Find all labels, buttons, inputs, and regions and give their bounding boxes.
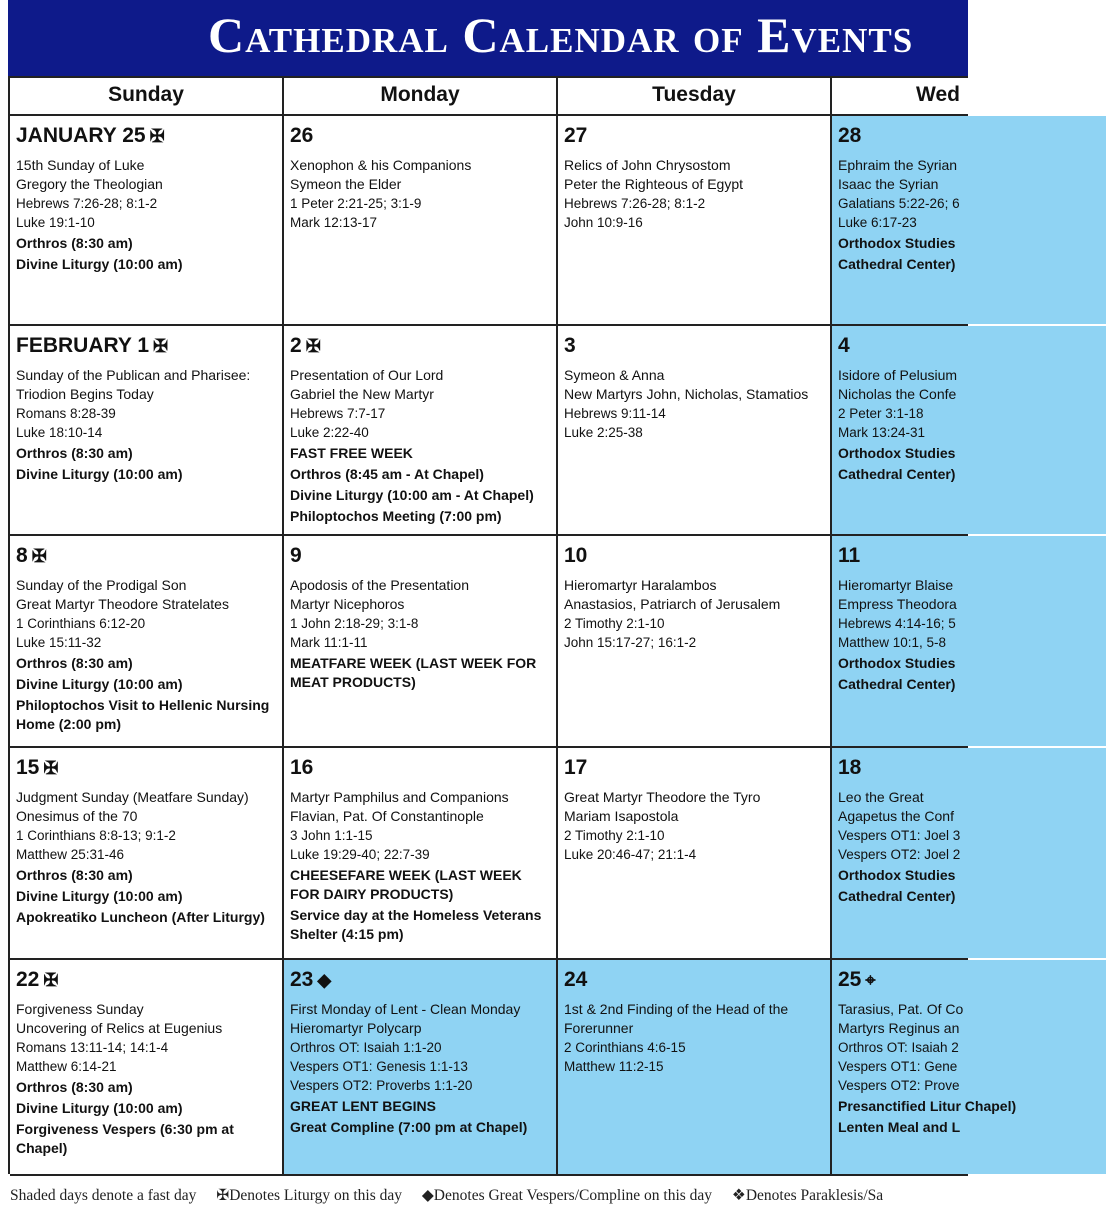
scripture-reading: 2 Timothy 2:1-10 (564, 616, 665, 631)
feast-name: Gabriel the New Martyr (290, 386, 434, 402)
day-cell (558, 960, 832, 1174)
day-date (290, 544, 550, 568)
day-cell (558, 326, 832, 534)
scripture-reading: Vespers OT2: Joel 2 (838, 847, 961, 862)
event-item: Forgiveness Vespers (6:30 pm at Chapel) (16, 1121, 234, 1156)
service-symbol-icon: ✠ (43, 758, 59, 778)
event-item: Divine Liturgy (10:00 am - At Chapel) (290, 487, 534, 503)
page-title: Cathedral Calendar of Events (208, 7, 914, 63)
event-item: Orthodox Studies (838, 655, 956, 671)
event-item: Cathedral Center) (838, 466, 956, 482)
feast-name: First Monday of Lent - Clean Monday (290, 1001, 521, 1017)
feast-name: Apodosis of the Presentation (290, 577, 470, 593)
scripture-reading: Matthew 11:2-15 (564, 1059, 664, 1074)
feast-name: Isidore of Pelusium (838, 367, 958, 383)
scripture-reading: Mark 12:13-17 (290, 215, 378, 230)
day-date (16, 124, 276, 148)
date-label: 17 (564, 756, 588, 779)
scripture-reading: Luke 6:17-23 (838, 215, 917, 230)
event-item: Service day at the Homeless Veterans Shelter (4:15 pm) (290, 907, 542, 942)
scripture-reading: Mark 11:1-11 (290, 635, 368, 650)
day-date (564, 544, 824, 568)
scripture-reading: Luke 19:1-10 (16, 215, 95, 230)
date-label: 18 (838, 756, 862, 779)
event-item: Divine Liturgy (10:00 am) (16, 466, 183, 482)
date-label: 23 (290, 968, 314, 991)
weekday-header (10, 78, 968, 116)
legend-paraklesis: ❖Denotes Paraklesis/Sa (731, 1187, 884, 1204)
scripture-reading: Hebrews 7:7-17 (290, 406, 386, 421)
day-date (290, 968, 550, 992)
calendar-weeks (10, 116, 1017, 1176)
day-cell (284, 326, 558, 534)
weekday-sunday: Sunday (10, 78, 284, 114)
event-item: Lenten Meal and L (838, 1119, 961, 1135)
event-item: Divine Liturgy (10:00 am) (16, 1100, 183, 1116)
scripture-reading: Hebrews 9:11-14 (564, 406, 666, 421)
feast-name: Anastasios, Patriarch of Jerusalem (564, 596, 781, 612)
weekday-wednesday: Wed (916, 83, 960, 106)
scripture-reading: Hebrews 7:26-28; 8:1-2 (16, 196, 158, 211)
scripture-reading: Luke 18:10-14 (16, 425, 103, 440)
feast-name: Flavian, Pat. Of Constantinople (290, 808, 484, 824)
event-item: Orthodox Studies (838, 445, 956, 461)
feast-name: Martyrs Reginus an (838, 1020, 960, 1036)
date-label: 24 (564, 968, 588, 991)
title-bar (8, 0, 968, 76)
date-label: 27 (564, 124, 588, 147)
date-label: 25 (838, 968, 862, 991)
day-cell (832, 748, 1106, 958)
date-label: 16 (290, 756, 314, 779)
scripture-reading: Hebrews 7:26-28; 8:1-2 (564, 196, 706, 211)
day-cell (10, 960, 284, 1174)
day-cell (558, 116, 832, 324)
scripture-reading: 3 John 1:1-15 (290, 828, 373, 843)
legend-fast-day: Shaded days denote a fast day (10, 1187, 197, 1204)
feast-name: Ephraim the Syrian (838, 157, 958, 173)
day-date (16, 334, 276, 358)
scripture-reading: Romans 13:11-14; 14:1-4 (16, 1040, 169, 1055)
event-item: Apokreatiko Luncheon (After Liturgy) (16, 909, 265, 925)
feast-name: Onesimus of the 70 (16, 808, 138, 824)
event-item: Orthodox Studies (838, 235, 956, 251)
day-date (838, 968, 1100, 992)
date-label: 15 (16, 756, 40, 779)
event-item: Philoptochos Visit to Hellenic Nursing Home (2:00 pm) (16, 697, 270, 732)
day-date (838, 334, 1100, 358)
day-date (564, 968, 824, 992)
day-date (564, 124, 824, 148)
feast-name: Leo the Great (838, 789, 924, 805)
feast-name: Xenophon & his Companions (290, 157, 472, 173)
feast-name: Tarasius, Pat. Of Co (838, 1001, 964, 1017)
scripture-reading: Orthros OT: Isaiah 2 (838, 1040, 959, 1055)
feast-name: Sunday of the Publican and Pharisee: (16, 367, 251, 383)
event-item: Cathedral Center) (838, 256, 956, 272)
day-date (16, 968, 276, 992)
date-label: 4 (838, 334, 850, 357)
weekday-tuesday: Tuesday (558, 78, 832, 114)
event-item: Cathedral Center) (838, 676, 956, 692)
date-label: 22 (16, 968, 40, 991)
scripture-reading: John 15:17-27; 16:1-2 (564, 635, 697, 650)
feast-name: Presentation of Our Lord (290, 367, 444, 383)
feast-name: Judgment Sunday (Meatfare Sunday) (16, 789, 249, 805)
feast-name: Uncovering of Relics at Eugenius (16, 1020, 223, 1036)
event-item: FAST FREE WEEK (290, 445, 413, 461)
feast-name: Symeon & Anna (564, 367, 665, 383)
feast-name: Symeon the Elder (290, 176, 402, 192)
feast-name: Relics of John Chrysostom (564, 157, 731, 173)
scripture-reading: Vespers OT1: Genesis 1:1-13 (290, 1059, 468, 1074)
date-label: 10 (564, 544, 588, 567)
event-item: Cathedral Center) (838, 888, 956, 904)
event-item: MEATFARE WEEK (LAST WEEK FOR MEAT PRODUCTS) (290, 655, 537, 690)
scripture-reading: Luke 20:46-47; 21:1-4 (564, 847, 697, 862)
event-item: Orthros (8:30 am) (16, 235, 133, 251)
feast-name: Mariam Isapostola (564, 808, 679, 824)
scripture-reading: Orthros OT: Isaiah 1:1-20 (290, 1040, 442, 1055)
day-date (16, 756, 276, 780)
feast-name: New Martyrs John, Nicholas, Stamatios (564, 386, 809, 402)
day-cell (10, 326, 284, 534)
feast-name: Hieromartyr Polycarp (290, 1020, 422, 1036)
week-row (10, 748, 968, 960)
week-row (10, 960, 1017, 1176)
feast-name: Nicholas the Confe (838, 386, 957, 402)
date-label: FEBRUARY 1 (16, 334, 150, 357)
scripture-reading: Matthew 10:1, 5-8 (838, 635, 947, 650)
date-label: 8 (16, 544, 28, 567)
scripture-reading: 1 Corinthians 6:12-20 (16, 616, 146, 631)
day-cell (284, 748, 558, 958)
feast-name: Empress Theodora (838, 596, 957, 612)
day-date (564, 756, 824, 780)
scripture-reading: Luke 19:29-40; 22:7-39 (290, 847, 430, 862)
feast-name: 15th Sunday of Luke (16, 157, 145, 173)
legend-vespers: ◆Denotes Great Vespers/Compline on this day (421, 1187, 713, 1204)
scripture-reading: 1 Corinthians 8:8-13; 9:1-2 (16, 828, 176, 843)
scripture-reading: 1 John 2:18-29; 3:1-8 (290, 616, 419, 631)
event-item: Orthros (8:30 am) (16, 445, 133, 461)
day-date (16, 544, 276, 568)
legend-liturgy: ✠Denotes Liturgy on this day (216, 1187, 403, 1204)
day-cell (558, 536, 832, 746)
service-symbol-icon: ✠ (305, 336, 321, 356)
date-label: 2 (290, 334, 302, 357)
scripture-reading: 2 Timothy 2:1-10 (564, 828, 665, 843)
event-item: Orthros (8:30 am) (16, 867, 133, 883)
scripture-reading: 2 Peter 3:1-18 (838, 406, 924, 421)
day-date (838, 124, 1100, 148)
date-label: 11 (838, 544, 861, 567)
date-label: 3 (564, 334, 576, 357)
feast-name: Great Martyr Theodore the Tyro (564, 789, 761, 805)
service-symbol-icon: ✠ (149, 126, 165, 146)
event-item: Great Compline (7:00 pm at Chapel) (290, 1119, 528, 1135)
scripture-reading: 1 Peter 2:21-25; 3:1-9 (290, 196, 422, 211)
scripture-reading: Luke 2:25-38 (564, 425, 643, 440)
date-label: 26 (290, 124, 314, 147)
day-cell (10, 536, 284, 746)
feast-name: Sunday of the Prodigal Son (16, 577, 187, 593)
feast-name: Great Martyr Theodore Stratelates (16, 596, 229, 612)
day-date (290, 756, 550, 780)
scripture-reading: Mark 13:24-31 (838, 425, 926, 440)
feast-name: Peter the Righteous of Egypt (564, 176, 743, 192)
week-row (10, 326, 968, 536)
scripture-reading: Hebrews 4:14-16; 5 (838, 616, 956, 631)
feast-name: Triodion Begins Today (16, 386, 154, 402)
date-label: 9 (290, 544, 302, 567)
event-item: Presanctified Litur Chapel) (838, 1098, 1017, 1114)
feast-name: Forgiveness Sunday (16, 1001, 144, 1017)
day-cell (558, 748, 832, 958)
day-date (290, 334, 550, 358)
week-row (10, 116, 968, 326)
date-label: 28 (838, 124, 862, 147)
day-date (564, 334, 824, 358)
week-row (10, 536, 968, 748)
feast-name: Agapetus the Conf (838, 808, 954, 824)
feast-name: Gregory the Theologian (16, 176, 163, 192)
feast-name: Hieromartyr Haralambos (564, 577, 717, 593)
legend (10, 1186, 970, 1205)
scripture-reading: 2 Corinthians 4:6-15 (564, 1040, 686, 1055)
day-cell (284, 116, 558, 324)
event-item: Orthros (8:45 am - At Chapel) (290, 466, 484, 482)
day-cell (284, 960, 558, 1174)
event-item: Divine Liturgy (10:00 am) (16, 256, 183, 272)
service-symbol-icon: ◆ (317, 970, 332, 990)
day-cell (832, 326, 1106, 534)
event-item: Orthros (8:30 am) (16, 1079, 133, 1095)
service-symbol-icon: ✠ (31, 546, 47, 566)
scripture-reading: Vespers OT1: Joel 3 (838, 828, 961, 843)
event-item: Orthros (8:30 am) (16, 655, 133, 671)
service-symbol-icon: ✠ (43, 970, 59, 990)
scripture-reading: Vespers OT1: Gene (838, 1059, 958, 1074)
date-label: JANUARY 25 (16, 124, 146, 147)
feast-name: Martyr Pamphilus and Companions (290, 789, 509, 805)
scripture-reading: Vespers OT2: Prove (838, 1078, 960, 1093)
event-item: Divine Liturgy (10:00 am) (16, 676, 183, 692)
day-cell (832, 536, 1106, 746)
day-cell (10, 748, 284, 958)
service-symbol-icon: ✠ (153, 336, 169, 356)
feast-name: Isaac the Syrian (838, 176, 939, 192)
calendar-grid (8, 76, 1017, 1174)
day-date (838, 756, 1100, 780)
scripture-reading: Luke 2:22-40 (290, 425, 369, 440)
event-item: CHEESEFARE WEEK (LAST WEEK FOR DAIRY PRODUCTS) (290, 867, 522, 902)
day-cell (832, 960, 1106, 1174)
scripture-reading: Galatians 5:22-26; 6 (838, 196, 960, 211)
weekday-monday: Monday (284, 78, 558, 114)
service-symbol-icon: ⌖ (865, 970, 876, 990)
day-cell (284, 536, 558, 746)
scripture-reading: John 10:9-16 (564, 215, 643, 230)
scripture-reading: Vespers OT2: Proverbs 1:1-20 (290, 1078, 473, 1093)
feast-name: Martyr Nicephoros (290, 596, 405, 612)
scripture-reading: Luke 15:11-32 (16, 635, 102, 650)
scripture-reading: Matthew 6:14-21 (16, 1059, 117, 1074)
scripture-reading: Romans 8:28-39 (16, 406, 116, 421)
day-cell (10, 116, 284, 324)
day-date (290, 124, 550, 148)
event-item: GREAT LENT BEGINS (290, 1098, 436, 1114)
event-item: Orthodox Studies (838, 867, 956, 883)
event-item: Philoptochos Meeting (7:00 pm) (290, 508, 502, 524)
event-item: Divine Liturgy (10:00 am) (16, 888, 183, 904)
day-date (838, 544, 1100, 568)
feast-name: Hieromartyr Blaise (838, 577, 954, 593)
day-cell (832, 116, 1106, 324)
feast-name: 1st & 2nd Finding of the Head of the Forerunner (564, 1001, 789, 1036)
scripture-reading: Matthew 25:31-46 (16, 847, 125, 862)
